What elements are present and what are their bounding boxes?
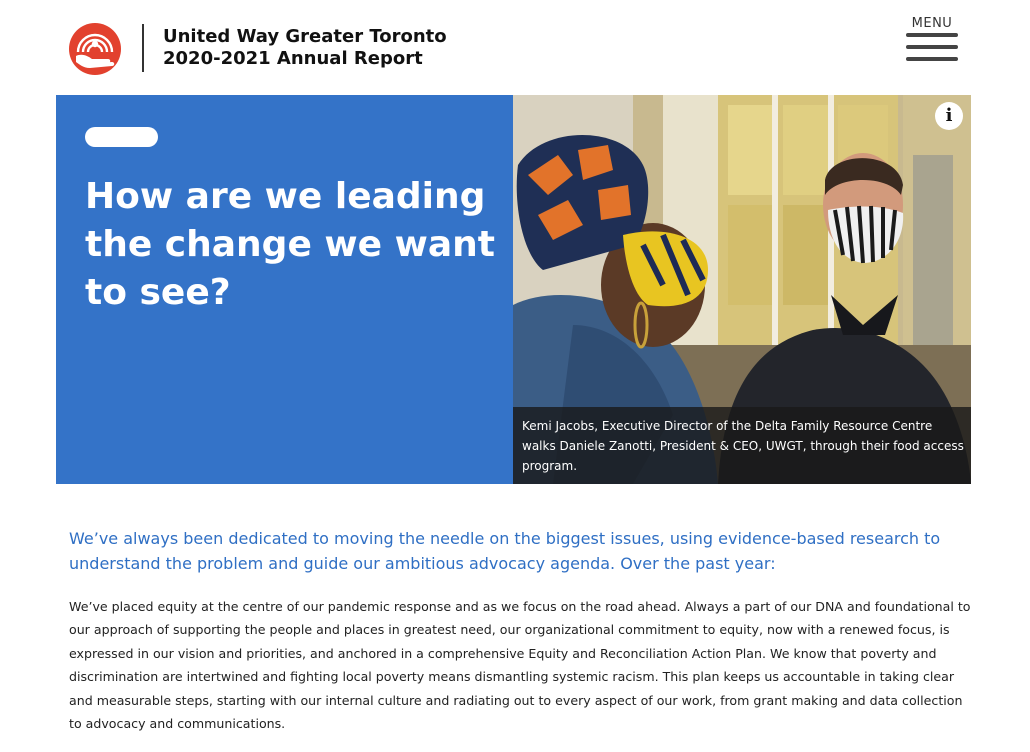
menu-bar-icon [906,57,958,61]
menu-bar-icon [906,45,958,49]
united-way-logo-icon[interactable] [68,22,122,76]
report-title: 2020-2021 Annual Report [163,48,423,69]
header-divider [142,24,144,72]
body-paragraph: We’ve placed equity at the centre of our pandemic response and as we focus on the road ahead. Always a part of our DNA and foundational to our approach of supporting the people and places in greatest need, our organizational commitment to equity, now with a renewed focus, is expressed in our vision and priorities, and anchored in a comprehensive Equity and Reconciliation Action Plan. We know that poverty and discrimination are intertwined and fighting local poverty means dismantling systemic racism. This plan keeps us accountable in taking clear and measurable steps, starting with our internal culture and radiating out to every aspect of our work, from grant making and data collection to advocacy and communications. [69,599,971,732]
hero-text-panel [56,95,513,484]
site-header [0,0,1030,92]
photo-caption-text: Kemi Jacobs, Executive Director of the Delta Family Resource Centre walks Daniele Zanotti, President & CEO, UWGT, through their food access program. [522,419,964,473]
category-pill [85,127,158,147]
menu-button[interactable] [904,16,960,68]
menu-bar-icon [906,33,958,37]
hero-title: How are we leading the change we want to see? [85,176,495,313]
photo-caption [513,407,971,484]
brand-title[interactable] [163,26,447,70]
hero-photo [513,95,971,484]
lead-paragraph: We’ve always been dedicated to moving the needle on the biggest issues, using evidence-based research to understand the problem and guide our ambitious advocacy agenda. Over the past year: [69,529,941,573]
hero-section [56,95,971,484]
menu-label: MENU [911,16,953,31]
org-name: United Way Greater Toronto [163,26,447,47]
info-icon[interactable]: i [935,102,963,130]
